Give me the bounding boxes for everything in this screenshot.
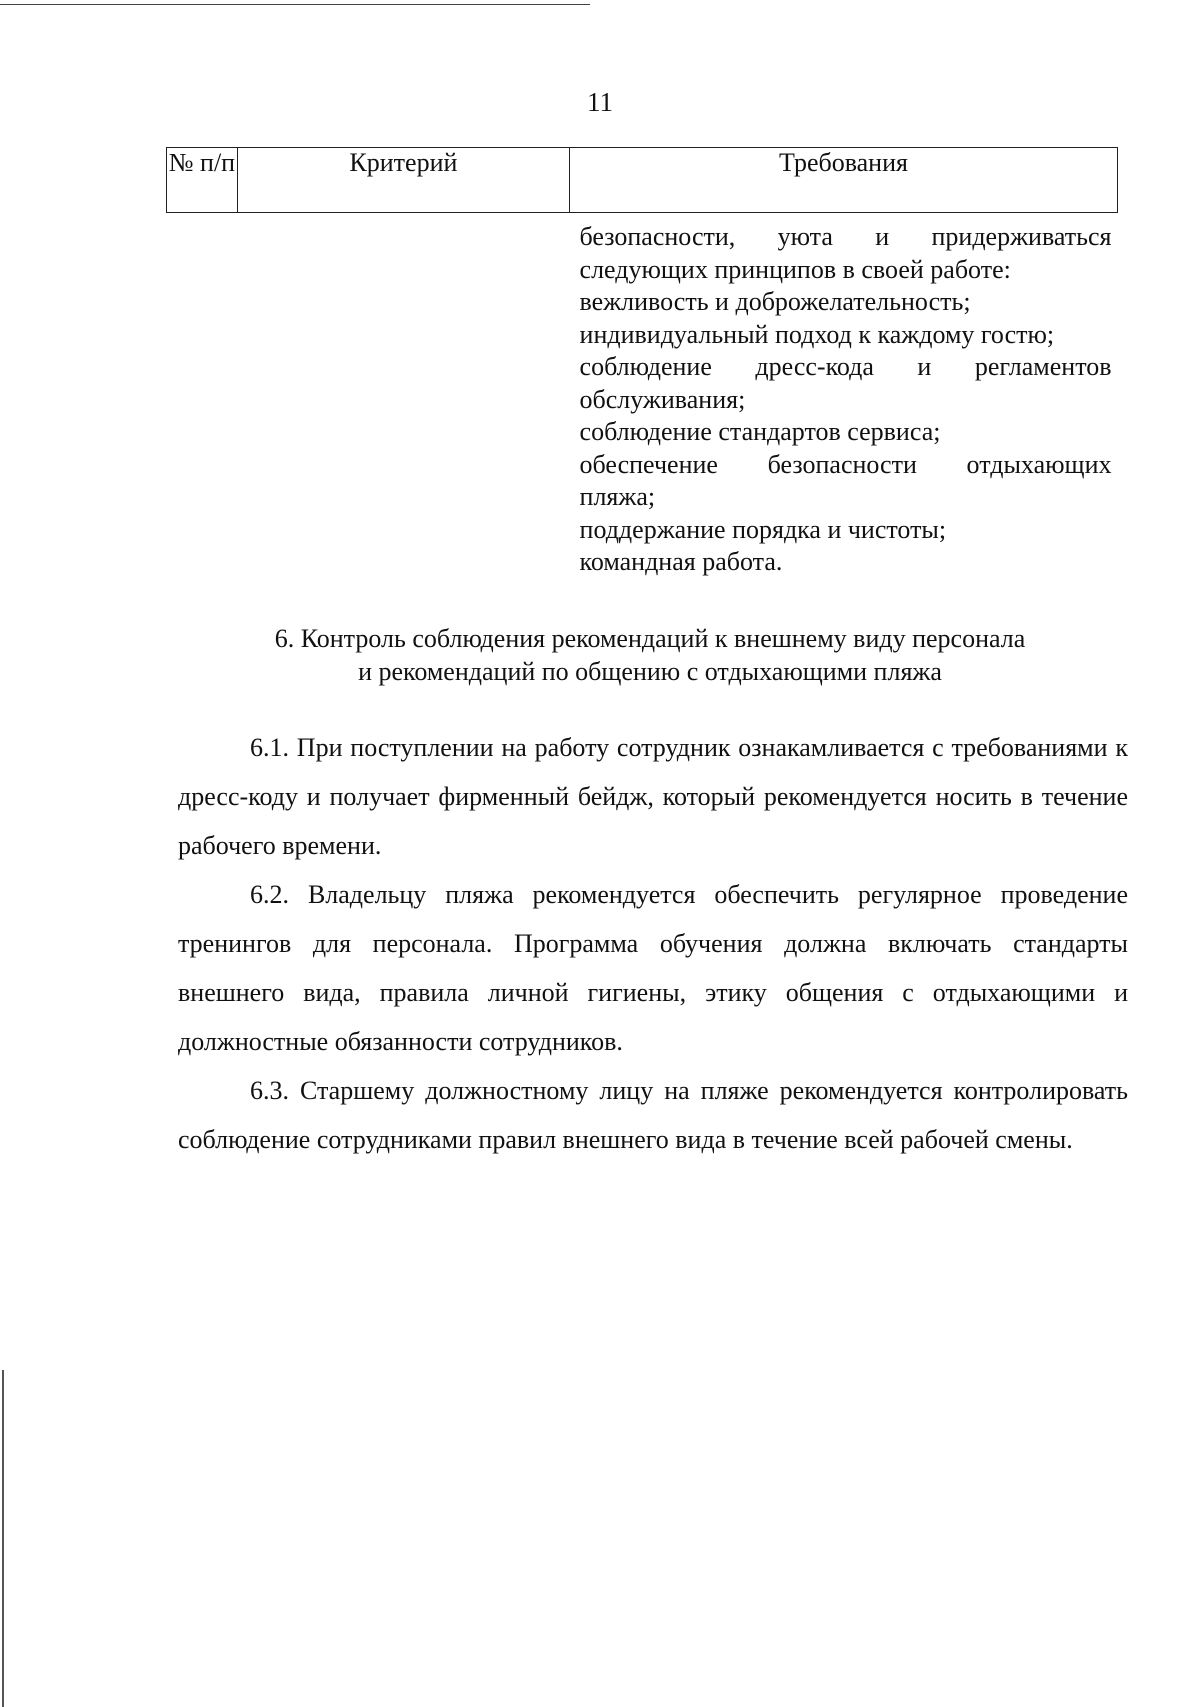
requirements-line: обслуживания; bbox=[579, 384, 746, 414]
section-body bbox=[178, 723, 1128, 1164]
requirements-line: соблюдение стандартов сервиса; bbox=[579, 417, 941, 446]
requirements-line: соблюдение дресс-кода и регламентов bbox=[579, 352, 1112, 381]
header-number: № п/п bbox=[167, 148, 238, 213]
paragraph-6-3: 6.3. Старшему должностному лицу на пляже рекомендуется контролировать соблюдение сотрудниками правил внешнего вида в течение всей рабочей смены. bbox=[178, 1076, 1128, 1154]
requirements-line: пляжа; bbox=[579, 482, 656, 511]
criteria-table bbox=[166, 147, 1118, 579]
section-heading-line: 6. Контроль соблюдения рекомендаций к внешнему виду персонала bbox=[274, 624, 1026, 653]
requirements-line: поддержание порядка и чистоты; bbox=[579, 514, 947, 544]
header-criterion: Критерий bbox=[237, 148, 569, 213]
table-row bbox=[167, 213, 1118, 579]
requirements-line: командная работа. bbox=[579, 547, 783, 576]
section-heading bbox=[166, 622, 1134, 688]
table-header-row bbox=[167, 148, 1118, 213]
requirements-line: безопасности, уюта и придерживаться bbox=[579, 222, 1112, 251]
header-requirements: Требования bbox=[570, 148, 1118, 213]
paragraph-6-2: 6.2. Владельцу пляжа рекомендуется обеспечить регулярное проведение тренингов для персонала. Программа обучения должна включать стандарты внешнего вида, правила личной гигиены, этику общения с отдыхающими и должностные обязанности сотрудников. bbox=[178, 880, 1128, 1056]
requirements-line: вежливость и доброжелательность; bbox=[579, 287, 971, 316]
section-heading-line: и рекомендаций по общению с отдыхающими пляжа bbox=[358, 657, 942, 686]
scan-edge-left bbox=[2, 1370, 4, 1707]
requirements-line: индивидуальный подход к каждому гостю; bbox=[579, 319, 1055, 349]
cell-number bbox=[167, 213, 238, 579]
scan-edge-top bbox=[0, 4, 590, 5]
requirements-list bbox=[570, 213, 1118, 579]
cell-criterion bbox=[237, 213, 569, 579]
paragraph-6-1: 6.1. При поступлении на работу сотрудник ознакамливается с требованиями к дресс-коду и получает фирменный бейдж, который рекомендуется носить в течение рабочего времени. bbox=[178, 733, 1128, 860]
requirements-line: обеспечение безопасности отдыхающих bbox=[579, 449, 1112, 479]
cell-requirements bbox=[570, 213, 1118, 579]
requirements-line: следующих принципов в своей работе: bbox=[579, 254, 1011, 284]
page-number: 11 bbox=[587, 87, 613, 117]
